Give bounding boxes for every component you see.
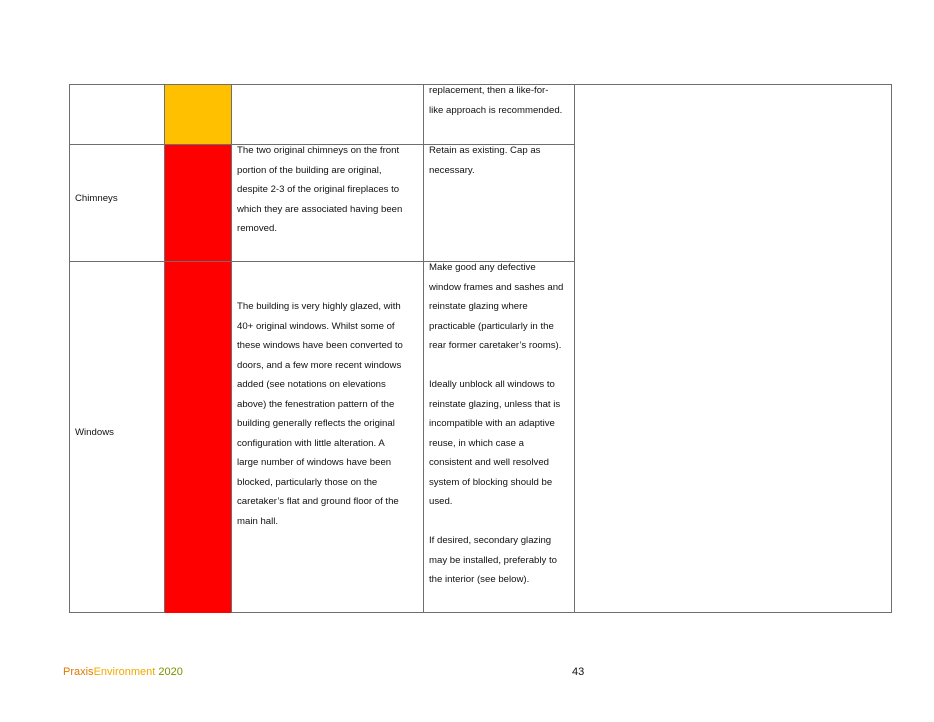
text-line: blocked, particularly those on the — [237, 476, 378, 488]
brand-praxis: Praxis — [63, 666, 94, 678]
text-line: doors, and a few more recent windows — [237, 359, 402, 371]
text-line: like approach is recommended. — [429, 104, 563, 116]
description-cell-chimneys — [237, 141, 422, 239]
text-line: used. — [429, 496, 453, 507]
text-line: reinstate glazing where — [429, 301, 528, 312]
rating-swatch-red-windows — [165, 262, 231, 613]
text-line: the interior (see below). — [429, 574, 530, 585]
text-line — [429, 356, 574, 376]
footer-brand — [63, 664, 183, 680]
text-line: The building is very highly glazed, with — [237, 301, 401, 312]
column-divider — [164, 85, 165, 612]
recommendation-cell-windows — [429, 258, 574, 590]
text-line: reinstate glazing, unless that is — [429, 398, 561, 410]
text-line: removed. — [237, 223, 277, 234]
rating-swatch-amber — [165, 85, 231, 144]
column-divider — [574, 85, 575, 612]
description-cell-windows — [237, 297, 422, 531]
text-line — [429, 512, 574, 532]
text-line: incompatible with an adaptive — [429, 418, 555, 429]
brand-year: 2020 — [155, 666, 183, 678]
recommendation-cell-chimneys — [429, 141, 574, 180]
text-line: above) the fenestration pattern of the — [237, 398, 395, 410]
text-line: Ideally unblock all windows to — [429, 379, 555, 390]
text-line: configuration with little alteration. A — [237, 437, 385, 449]
text-line: large number of windows have been — [237, 457, 392, 468]
text-line: Retain as existing. Cap as — [429, 145, 541, 156]
text-line: which they are associated having been — [237, 203, 403, 215]
recommendation-cell-row1 — [429, 81, 574, 120]
text-line: necessary. — [429, 164, 475, 176]
brand-environment: Environment — [93, 666, 156, 678]
text-line: main hall. — [237, 515, 279, 527]
text-line: rear former caretaker’s rooms). — [429, 340, 562, 351]
text-line: If desired, secondary glazing — [429, 535, 552, 546]
rating-swatch-red-chimneys — [165, 145, 231, 261]
feature-label-chimneys: Chimneys — [75, 193, 118, 204]
column-divider — [423, 85, 424, 612]
text-line: window frames and sashes and — [429, 281, 564, 293]
text-line: consistent and well resolved — [429, 457, 549, 468]
text-line: portion of the building are original, — [237, 164, 382, 176]
feature-label-windows: Windows — [75, 427, 114, 438]
text-line: reuse, in which case a — [429, 437, 524, 449]
column-divider — [231, 85, 232, 612]
text-line: despite 2-3 of the original fireplaces to — [237, 184, 400, 195]
page-number: 43 — [572, 666, 585, 678]
text-line: these windows have been converted to — [237, 340, 403, 351]
text-line: The two original chimneys on the front — [237, 145, 400, 156]
text-line: practicable (particularly in the — [429, 320, 554, 332]
text-line: added (see notations on elevations — [237, 379, 386, 390]
text-line: building generally reflects the original — [237, 418, 395, 429]
text-line: 40+ original windows. Whilst some of — [237, 320, 395, 332]
text-line: caretaker’s flat and ground floor of the — [237, 496, 399, 507]
text-line: system of blocking should be — [429, 476, 553, 488]
text-line: Make good any defective — [429, 262, 536, 273]
text-line: replacement, then a like-for- — [429, 85, 549, 96]
text-line: may be installed, preferably to — [429, 554, 557, 566]
